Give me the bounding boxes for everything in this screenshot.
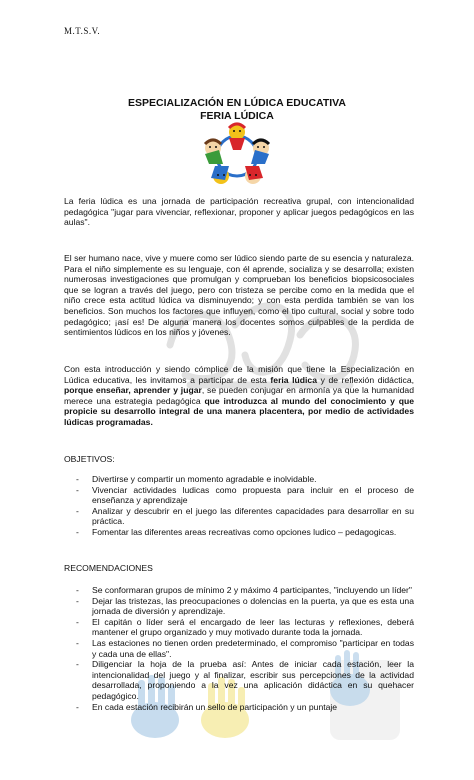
p3-bold-conclusion: que introduzca al mundo del conocimiento y que propicie su desarrollo integral de una manera placentera, por medio de actividades lúdicas programadas. xyxy=(64,395,414,427)
intro-paragraph-2: El ser humano nace, vive y muere como ser lúdico siendo parte de su esencia y naturaleza. Para el niño simplemente es su lenguaje, con él aprende, socializa y se desarrolla; existen numerosas investigaciones que promulgan y comprueban los beneficios biopsicosociales que se logran a través del juego, pero con tristeza se percibe como en la medida que el niño crece esta actitud lúdica va disminuyendo; y con esta perdida también se van los beneficios. Son muchos los factores que influyen, como el tipo cultural, social y sobre todo pedagógico; ¡así es! De alguna manera los docentes somos culpables de la perdida de sentimientos lúdicos en los niños y jóvenes. xyxy=(64,253,414,338)
list-item: - En cada estación recibirán un sello de participación y un puntaje xyxy=(64,702,414,713)
p3-bold-feria: feria lúdica xyxy=(270,374,317,385)
list-item: - Vivenciar actividades ludicas como propuesta para incluir en el proceso de enseñanza y aprendizaje xyxy=(64,485,414,506)
intro-paragraph-1: La feria lúdica es una jornada de participación recreativa grupal, con intencionalidad pedagógica "jugar para vivenciar, reflexionar, proponer y aplicar juegos pedagógicos en las aulas". xyxy=(64,196,414,228)
list-item: - Diligenciar la hoja de la prueba así: Antes de iniciar cada estación, leer la intencionalidad del juego y al finalizar, escribir sus percepciones de la actividad desarrollada, proponiendo a la vez una aplicación didáctica en su quehacer pedagógico. xyxy=(64,659,414,701)
list-item: - Las estaciones no tienen orden predeterminado, el compromiso "participar en todas y cada una de ellas". xyxy=(64,638,414,659)
header-initials: M.T.S.V. xyxy=(64,26,101,36)
recomendaciones-list xyxy=(64,585,414,712)
document-subtitle: FERIA LÚDICA xyxy=(200,110,274,122)
objetivos-list xyxy=(64,474,414,538)
objetivos-heading: OBJETIVOS: xyxy=(64,454,115,464)
document-title: ESPECIALIZACIÓN EN LÚDICA EDUCATIVA xyxy=(128,97,346,109)
list-item: - El capitán o líder será el encargado de leer las lecturas y reflexiones, deberá mantener el grupo organizado y muy motivado durante toda la jornada. xyxy=(64,617,414,638)
list-item: - Se conformaran grupos de mínimo 2 y máximo 4 participantes, "incluyendo un líder" xyxy=(64,585,414,596)
p3-text-e: , se pueden conjugar en armonía ya que la humanidad merece una estrategia pedagógica xyxy=(64,385,414,406)
p3-bold-motto: porque enseñar, aprender y jugar xyxy=(64,385,202,396)
intro-paragraph-3 xyxy=(64,364,414,428)
list-item: - Divertirse y compartir un momento agradable e inolvidable. xyxy=(64,474,414,485)
list-item: - Dejar las tristezas, las preocupaciones o dolencias en la puerta, ya que es esta una jornada de diversión y aprendizaje. xyxy=(64,596,414,617)
list-item: - Analizar y descubrir en el juego las diferentes capacidades para desarrollar en su práctica. xyxy=(64,506,414,527)
p3-text-a: Con esta introducción y siendo cómplice de la misión que tiene la Especialización en Lúdica educativa, les invitamos a participar de esta xyxy=(64,364,414,385)
recomendaciones-heading: RECOMENDACIONES xyxy=(64,563,153,573)
children-holding-hands-logo xyxy=(195,120,279,190)
p3-text-c: y de reflexión didáctica, xyxy=(317,374,414,385)
list-item: - Fomentar las diferentes areas recreativas como opciones ludico – pedagogicas. xyxy=(64,527,414,538)
